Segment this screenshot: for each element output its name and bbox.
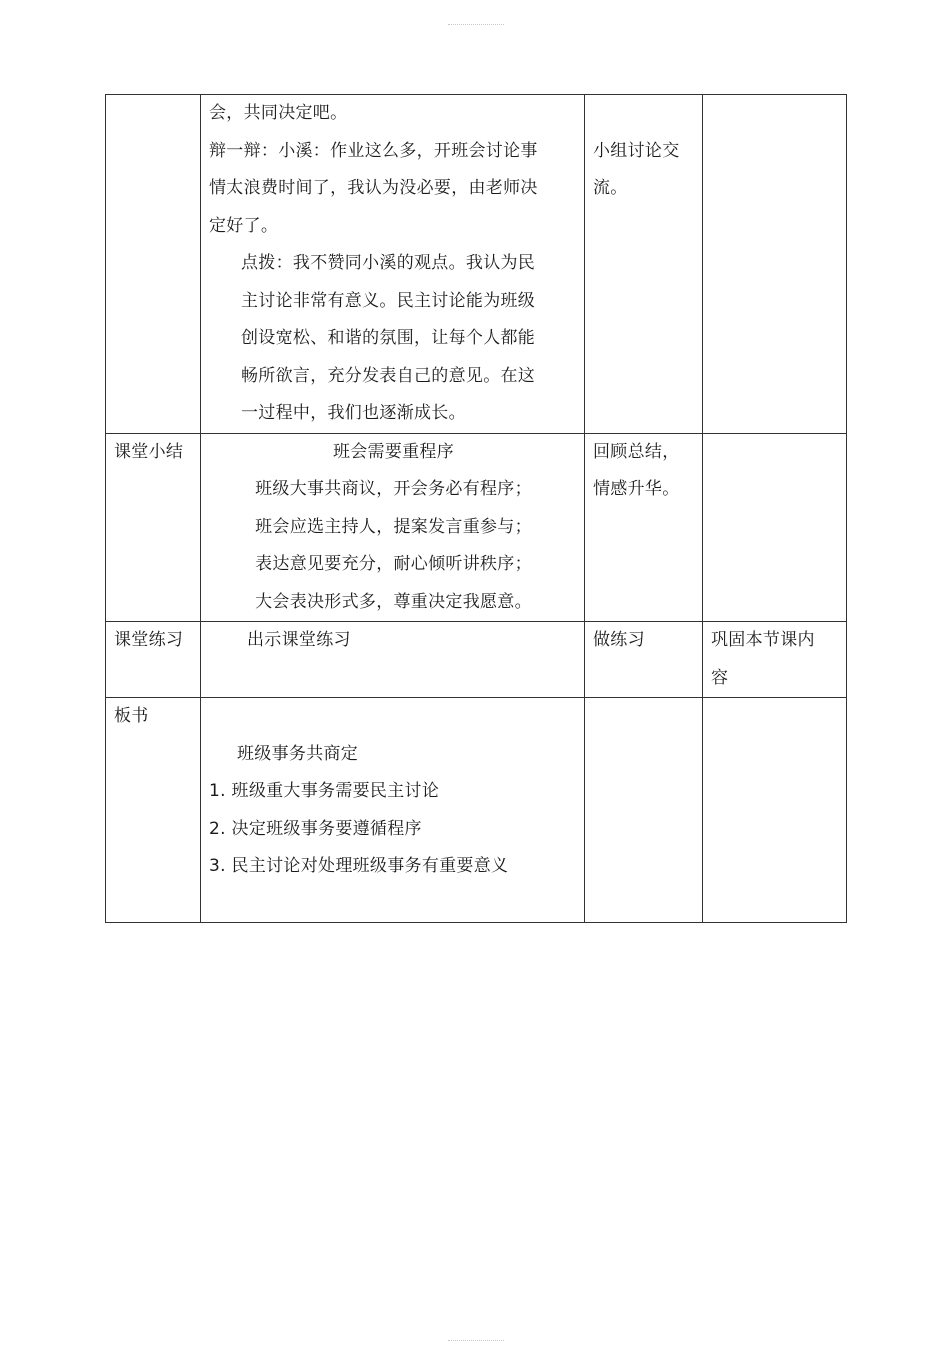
content-line: 出示课堂练习 xyxy=(247,630,351,650)
activity-line: 小组讨论交 xyxy=(593,140,680,161)
table-row xyxy=(106,698,847,923)
content-line: 主讨论非常有意义。民主讨论能为班级 xyxy=(241,290,536,311)
header-dots xyxy=(448,24,504,25)
content-line: 辩一辩：小溪：作业这么多，开班会讨论事 xyxy=(209,140,538,161)
intent-cell xyxy=(703,698,847,923)
content-line: 大会表决形式多，尊重决定我愿意。 xyxy=(255,591,532,612)
intent-cell xyxy=(703,622,847,698)
activity-line: 回顾总结， xyxy=(593,441,680,462)
board-item: 2. 决定班级事务要遵循程序 xyxy=(209,818,422,839)
stage-cell: 板书 xyxy=(106,698,201,923)
content-line: 会，共同决定吧。 xyxy=(209,103,348,123)
content-cell xyxy=(201,95,585,434)
content-line: 班级大事共商议，开会务必有程序； xyxy=(255,479,532,499)
intent-line: 容 xyxy=(711,667,729,688)
lesson-plan-table xyxy=(105,94,847,923)
intent-cell xyxy=(703,433,847,622)
summary-title: 班会需要重程序 xyxy=(332,441,455,462)
stage-cell xyxy=(106,95,201,434)
content-line: 畅所欲言，充分发表自己的意见。在这 xyxy=(241,365,536,386)
board-title: 班级事务共商定 xyxy=(237,743,359,764)
table-row xyxy=(106,433,847,622)
footer-dots xyxy=(448,1340,504,1341)
content-line: 定好了。 xyxy=(209,215,279,236)
board-item: 1. 班级重大事务需要民主讨论 xyxy=(209,781,440,801)
content-cell xyxy=(201,622,585,698)
activity-cell xyxy=(585,433,703,622)
intent-cell xyxy=(703,95,847,434)
content-cell xyxy=(201,433,585,622)
stage-cell: 课堂练习 xyxy=(106,622,201,698)
activity-line: 流。 xyxy=(593,178,628,198)
activity-line: 情感升华。 xyxy=(593,479,680,499)
stage-cell: 课堂小结 xyxy=(106,433,201,622)
activity-cell xyxy=(585,698,703,923)
activity-cell xyxy=(585,95,703,434)
content-line: 一过程中，我们也逐渐成长。 xyxy=(241,403,466,423)
activity-line xyxy=(593,95,696,133)
content-line: 点拨：我不赞同小溪的观点。我认为民 xyxy=(241,253,536,273)
content-line: 班会应选主持人，提案发言重参与； xyxy=(255,516,532,537)
activity-cell xyxy=(585,622,703,698)
intent-line: 巩固本节课内 xyxy=(711,630,815,650)
content-line: 表达意见要充分，耐心倾听讲秩序； xyxy=(255,554,532,574)
content-line: 创设宽松、和谐的氛围，让每个人都能 xyxy=(241,328,536,348)
table-row xyxy=(106,95,847,434)
content-line: 情太浪费时间了，我认为没必要，由老师决 xyxy=(209,178,538,198)
table-row xyxy=(106,622,847,698)
board-cell xyxy=(201,698,585,923)
board-item: 3. 民主讨论对处理班级事务有重要意义 xyxy=(209,856,509,876)
activity-line: 做练习 xyxy=(593,630,645,650)
